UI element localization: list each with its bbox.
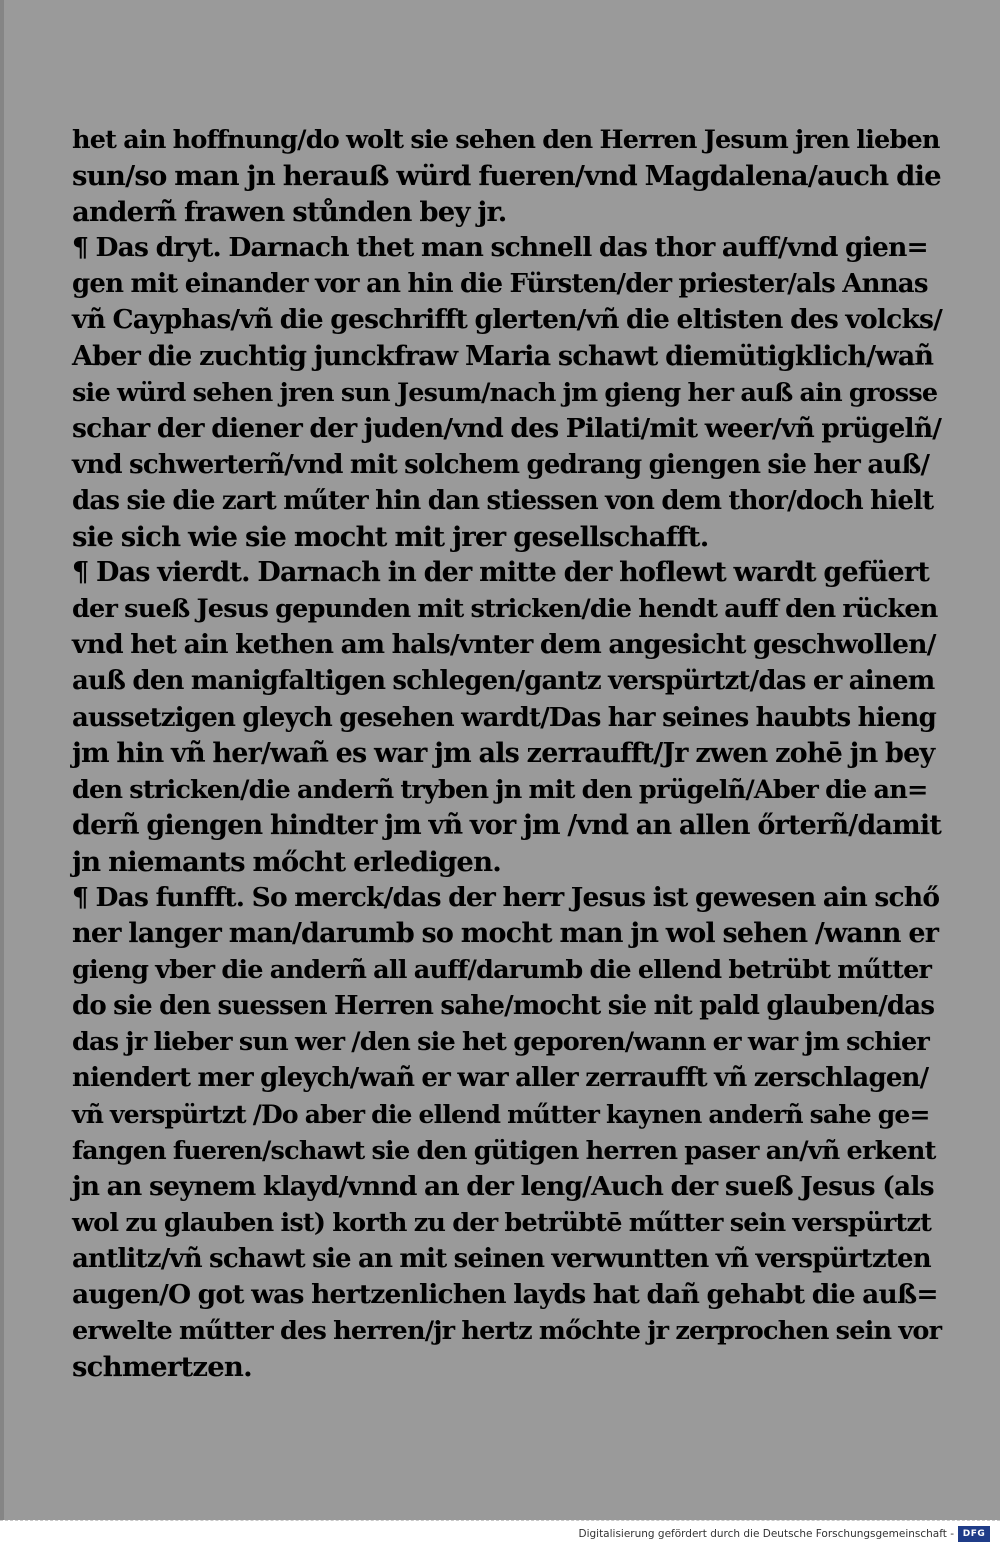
text-line: fangen fueren/schawt sie den gütigen herren paser an/vñ erkent bbox=[72, 1135, 936, 1166]
text-line: het ain hoffnung/do wolt sie sehen den Herren Jesum jren lieben bbox=[72, 125, 940, 155]
text-line: antlitz/vñ schawt sie an mit seinen verwuntten vñ verspürtzten bbox=[72, 1243, 931, 1274]
text-line: der sueß Jesus gepunden mit stricken/die hendt auff den rücken bbox=[72, 594, 938, 625]
text-line: derñ giengen hindter jm vñ vor jm /vnd an allen őrterñ/damit bbox=[72, 809, 942, 841]
text-line: do sie den suessen Herren sahe/mocht sie nit pald glauben/das bbox=[72, 991, 935, 1022]
text-line: sie sich wie sie mocht mit jrer gesellschafft. bbox=[72, 521, 709, 554]
text-line: gieng vber die anderñ all auff/darumb die ellend betrübt műtter bbox=[72, 955, 932, 986]
text-line: vñ verspürtzt /Do aber die ellend műtter kaynen anderñ sahe ge= bbox=[72, 1099, 930, 1129]
text-line: vnd schwerterñ/vnd mit solchem gedrang giengen sie her auß/ bbox=[72, 449, 930, 480]
text-line: augen/O got was hertzenlichen layds hat dañ gehabt die auß= bbox=[72, 1279, 938, 1310]
text-line: gen mit einander vor an hin die Fürsten/der priester/als Annas bbox=[72, 269, 928, 300]
text-line: wol zu glauben ist) korth zu der betrübtē műtter sein verspürtzt bbox=[72, 1207, 932, 1238]
footer-bar bbox=[0, 1520, 1000, 1549]
text-line: ¶ Das dryt. Darnach thet man schnell das thor auff/vnd gien= bbox=[72, 232, 928, 264]
text-line: erwelte műtter des herren/jr hertz mőchte jr zerprochen sein vor bbox=[72, 1316, 942, 1347]
text-line: vñ Cayphas/vñ die geschrifft glerten/vñ die eltisten des volcks/ bbox=[72, 304, 943, 336]
text-line: aussetzigen gleych gesehen wardt/Das har seines haubts hieng bbox=[72, 702, 937, 733]
text-line: anderñ frawen stůnden bey jr. bbox=[72, 196, 507, 229]
text-line: auß den manigfaltigen schlegen/gantz verspürtzt/das er ainem bbox=[72, 666, 935, 697]
scan-edge bbox=[0, 0, 4, 1520]
text-block bbox=[72, 122, 942, 1385]
text-line: sun/so man jn herauß würd fueren/vnd Magdalena/auch die bbox=[72, 160, 941, 193]
text-line: niendert mer gleych/wañ er war aller zerraufft vñ zerschlagen/ bbox=[72, 1063, 929, 1094]
text-line: sie würd sehen jren sun Jesum/nach jm gieng her auß ain grosse bbox=[72, 377, 938, 408]
text-line: ¶ Das funfft. So merck/das der herr Jesus ist gewesen ain schő bbox=[72, 881, 940, 913]
text-line: vnd het ain kethen am hals/vnter dem angesicht geschwollen/ bbox=[72, 629, 936, 661]
dfg-logo-icon: DFG bbox=[958, 1526, 990, 1542]
text-line: jm hin vñ her/wañ es war jm als zerraufft/Jr zwen zohē jn bey bbox=[72, 737, 935, 769]
text-line: Aber die zuchtig junckfraw Maria schawt diemütigklich/wañ bbox=[72, 340, 934, 372]
text-line: ¶ Das vierdt. Darnach in der mitte der hoflewt wardt gefüert bbox=[72, 557, 930, 589]
text-line: das sie die zart műter hin dan stiessen von dem thor/doch hielt bbox=[72, 485, 934, 516]
text-line: das jr lieber sun wer /den sie het geporen/wann er war jm schier bbox=[72, 1027, 930, 1058]
text-line: ner langer man/darumb so mocht man jn wol sehen /wann er bbox=[72, 918, 939, 950]
text-line: jn an seynem klayd/vnnd an der leng/Auch der sueß Jesus (als bbox=[72, 1170, 934, 1202]
text-line: den stricken/die anderñ tryben jn mit den prügelñ/Aber die an= bbox=[72, 774, 928, 805]
text-line: schar der diener der juden/vnd des Pilati/mit weer/vñ prügelñ/ bbox=[72, 412, 942, 444]
text-line: schmertzen. bbox=[72, 1351, 252, 1384]
text-line: jn niemants mőcht erledigen. bbox=[72, 845, 502, 878]
digitization-credit: Digitalisierung gefördert durch die Deutsche Forschungsgemeinschaft - bbox=[578, 1528, 954, 1540]
